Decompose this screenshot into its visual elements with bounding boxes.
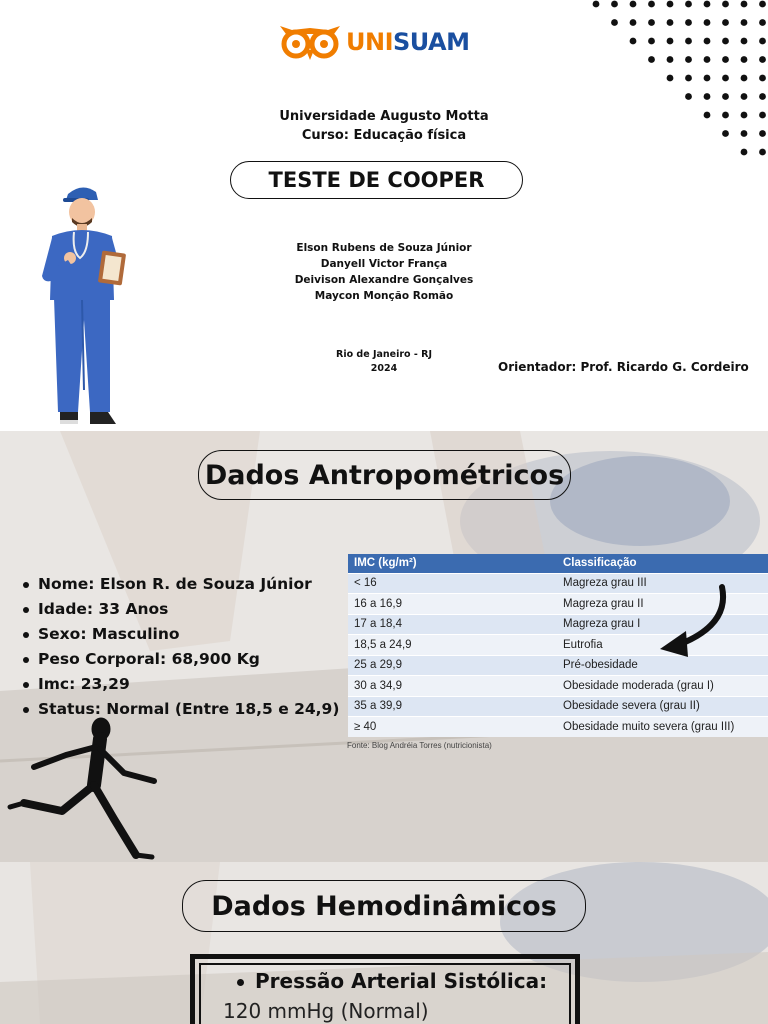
decorative-dot bbox=[741, 56, 748, 63]
imc-range: < 16 bbox=[348, 573, 557, 594]
decorative-dot bbox=[722, 75, 729, 82]
list-item: Imc: 23,29 bbox=[22, 672, 347, 697]
decorative-dot bbox=[667, 1, 674, 8]
classification: Magreza grau II bbox=[557, 594, 768, 615]
decorative-dot bbox=[759, 38, 766, 45]
decorative-dot bbox=[685, 56, 692, 63]
presentation-title: TESTE DE COOPER bbox=[230, 161, 523, 199]
decorative-dot bbox=[593, 1, 600, 8]
decorative-dot bbox=[704, 112, 711, 119]
decorative-dot bbox=[685, 19, 692, 26]
decorative-dot bbox=[741, 1, 748, 8]
table-row bbox=[348, 717, 768, 738]
author: Maycon Monção Romão bbox=[314, 290, 454, 302]
decorative-dot bbox=[722, 38, 729, 45]
decorative-dot bbox=[704, 19, 711, 26]
decorative-dot bbox=[685, 75, 692, 82]
decorative-dot bbox=[722, 93, 729, 100]
decorative-dot bbox=[685, 38, 692, 45]
classification: Pré-obesidade bbox=[557, 655, 768, 676]
running-mannequin-icon bbox=[4, 715, 160, 862]
owl-logo-icon bbox=[278, 20, 342, 64]
classification: Magreza grau III bbox=[557, 573, 768, 594]
classification: Eutrofia bbox=[557, 635, 768, 656]
cover-slide bbox=[0, 0, 768, 431]
decorative-dot bbox=[722, 1, 729, 8]
list-item: Status: Normal (Entre 18,5 e 24,9) bbox=[22, 697, 347, 722]
imc-range: 30 a 34,9 bbox=[348, 676, 557, 697]
decorative-dot bbox=[741, 75, 748, 82]
imc-range: 18,5 a 24,9 bbox=[348, 635, 557, 656]
decorative-dot bbox=[704, 1, 711, 8]
blood-pressure-box bbox=[190, 954, 580, 1024]
university-header bbox=[230, 107, 538, 145]
imc-range: ≥ 40 bbox=[348, 717, 557, 738]
decorative-dot bbox=[759, 75, 766, 82]
unisuam-logo bbox=[278, 20, 470, 64]
author: Danyell Victor França bbox=[320, 258, 448, 270]
classification: Magreza grau I bbox=[557, 614, 768, 635]
classification: Obesidade muito severa (grau III) bbox=[557, 717, 768, 738]
decorative-dot bbox=[648, 19, 655, 26]
decorative-dot bbox=[759, 19, 766, 26]
decorative-dot bbox=[704, 56, 711, 63]
column-header: Classificação bbox=[557, 554, 768, 573]
decorative-dot bbox=[611, 1, 618, 8]
decorative-dot bbox=[741, 130, 748, 137]
section-heading: Dados Hemodinâmicos bbox=[182, 880, 586, 932]
classification: Obesidade moderada (grau I) bbox=[557, 676, 768, 697]
imc-range: 35 a 39,9 bbox=[348, 696, 557, 717]
list-item: Sexo: Masculino bbox=[22, 622, 347, 647]
list-item: Peso Corporal: 68,900 Kg bbox=[22, 647, 347, 672]
decorative-dot bbox=[722, 19, 729, 26]
table-header-row bbox=[348, 554, 768, 573]
decorative-dot-pattern bbox=[588, 0, 768, 175]
decorative-dot bbox=[648, 38, 655, 45]
imc-range: 16 a 16,9 bbox=[348, 594, 557, 615]
decorative-dot bbox=[741, 38, 748, 45]
curved-arrow-icon bbox=[652, 581, 732, 661]
year: 2024 bbox=[370, 363, 398, 374]
blood-pressure-label: Pressão Arterial Sistólica: bbox=[237, 969, 547, 993]
table-source: Fonte: Blog Andréia Torres (nutricionista) bbox=[347, 741, 492, 750]
table-row bbox=[348, 676, 768, 697]
decorative-dot bbox=[630, 19, 637, 26]
decorative-dot bbox=[759, 56, 766, 63]
personal-data-list bbox=[22, 572, 347, 722]
blood-pressure-value: 120 mmHg (Normal) bbox=[223, 999, 429, 1023]
decorative-dot bbox=[704, 38, 711, 45]
author: Deivison Alexandre Gonçalves bbox=[294, 274, 474, 286]
list-item: Idade: 33 Anos bbox=[22, 597, 347, 622]
decorative-dot bbox=[630, 38, 637, 45]
university-name: Universidade Augusto Motta bbox=[279, 109, 489, 124]
decorative-dot bbox=[759, 93, 766, 100]
decorative-dot bbox=[741, 149, 748, 156]
decorative-dot bbox=[611, 19, 618, 26]
imc-range: 17 a 18,4 bbox=[348, 614, 557, 635]
decorative-dot bbox=[741, 93, 748, 100]
decorative-dot bbox=[685, 1, 692, 8]
logo-wordmark: UNISUAM bbox=[346, 28, 470, 56]
section-heading: Dados Antropométricos bbox=[198, 450, 571, 500]
decorative-dot bbox=[667, 38, 674, 45]
decorative-dot bbox=[667, 75, 674, 82]
course-name: Curso: Educação física bbox=[301, 128, 467, 143]
imc-range: 25 a 29,9 bbox=[348, 655, 557, 676]
hemodynamic-slide bbox=[0, 862, 768, 1024]
decorative-dot bbox=[685, 93, 692, 100]
author: Elson Rubens de Souza Júnior bbox=[296, 242, 472, 254]
anthropometric-slide bbox=[0, 431, 768, 862]
decorative-dot bbox=[759, 112, 766, 119]
decorative-dot bbox=[759, 1, 766, 8]
column-header: IMC (kg/m²) bbox=[348, 554, 557, 573]
decorative-dot bbox=[704, 93, 711, 100]
decorative-dot bbox=[667, 56, 674, 63]
author-list bbox=[274, 240, 494, 304]
advisor: Orientador: Prof. Ricardo G. Cordeiro bbox=[498, 360, 749, 374]
decorative-dot bbox=[648, 56, 655, 63]
table-row bbox=[348, 696, 768, 717]
decorative-dot bbox=[722, 130, 729, 137]
classification: Obesidade severa (grau II) bbox=[557, 696, 768, 717]
decorative-dot bbox=[759, 130, 766, 137]
city: Rio de Janeiro - RJ bbox=[336, 349, 432, 360]
location-date bbox=[320, 348, 448, 376]
decorative-dot bbox=[722, 112, 729, 119]
decorative-dot bbox=[630, 1, 637, 8]
decorative-dot bbox=[667, 19, 674, 26]
decorative-dot bbox=[741, 112, 748, 119]
decorative-dot bbox=[722, 56, 729, 63]
coach-illustration-icon bbox=[30, 180, 140, 430]
decorative-dot bbox=[759, 149, 766, 156]
list-item: Nome: Elson R. de Souza Júnior bbox=[22, 572, 347, 597]
decorative-dot bbox=[741, 19, 748, 26]
decorative-dot bbox=[648, 1, 655, 8]
decorative-dot bbox=[704, 75, 711, 82]
